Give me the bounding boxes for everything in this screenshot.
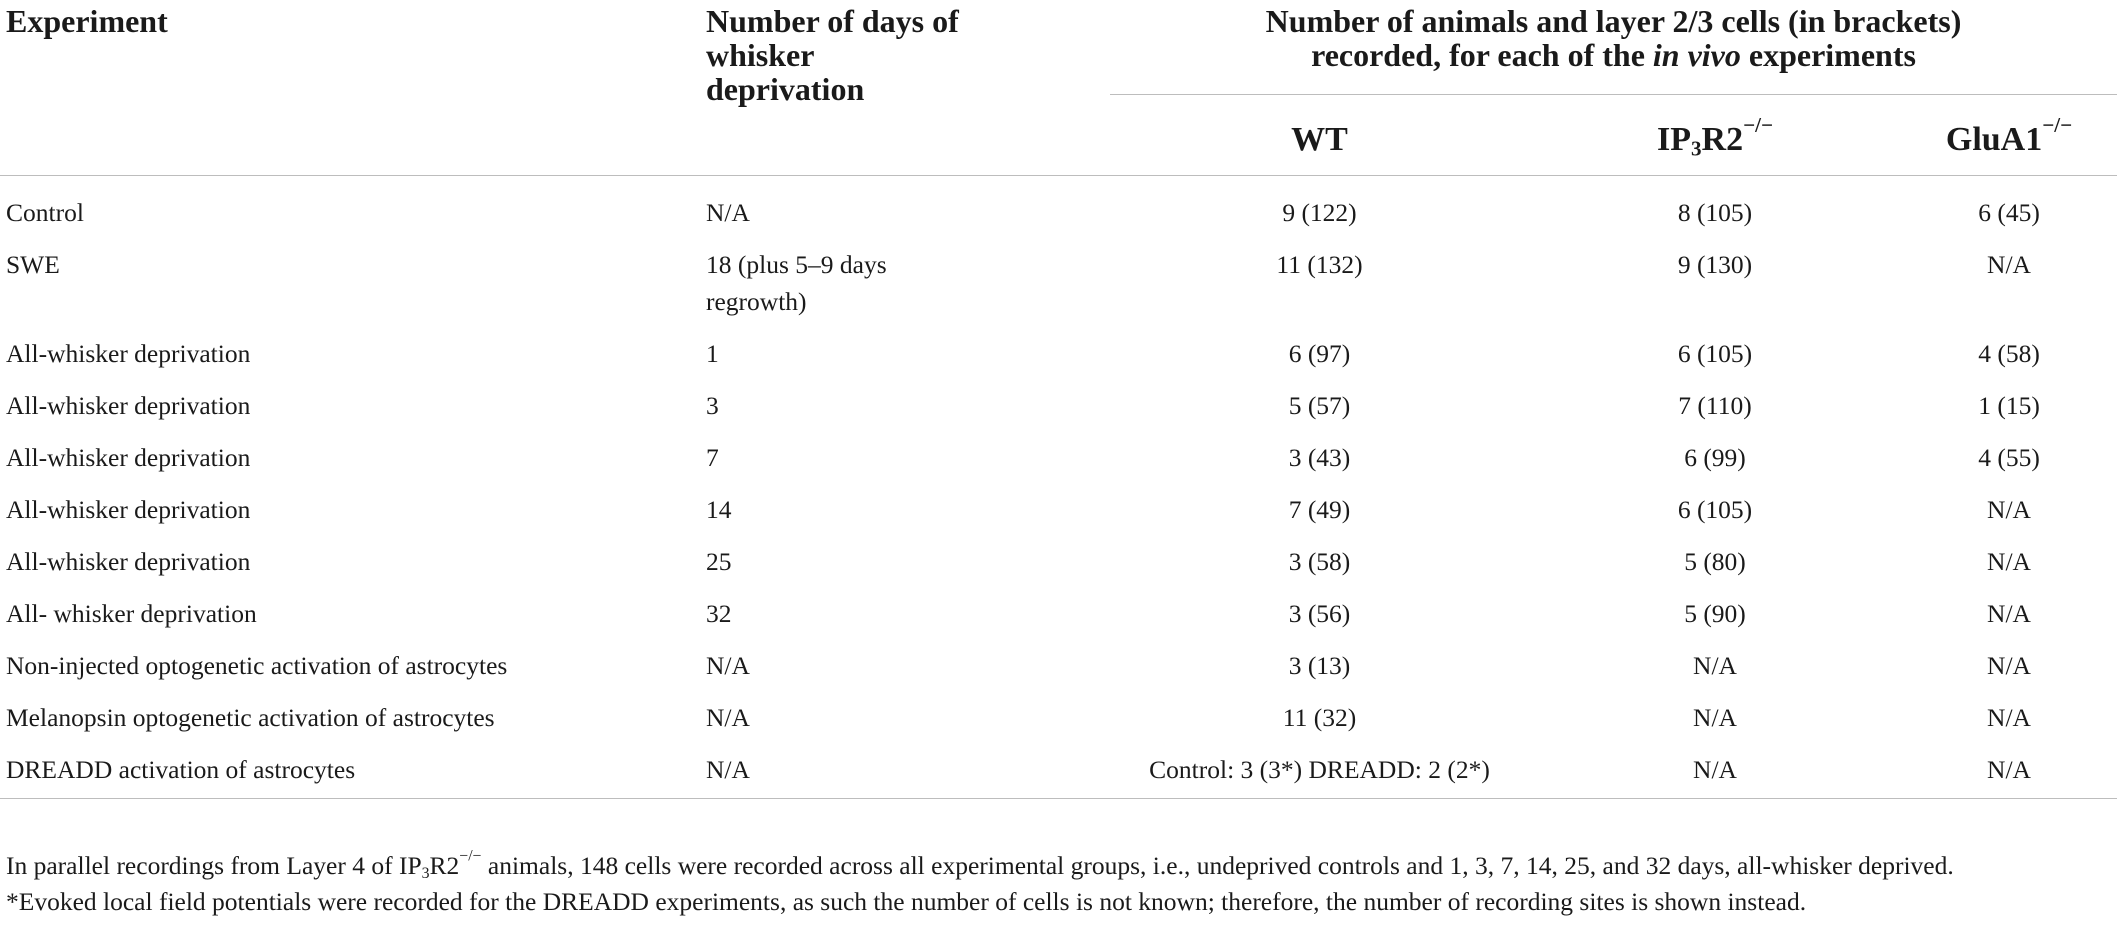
cell-glua1: N/A [1901,736,2117,799]
header-experiment: Experiment [6,3,168,39]
cell-days: 3 [706,391,719,420]
cell-glua1: N/A [1987,703,2031,732]
cell-ip3r2: 5 (80) [1684,547,1746,576]
cell-ip3r2: 7 (110) [1678,391,1752,420]
footnote-dreadd: *Evoked local field potentials were recorded for the DREADD experiments, as such the number of cells is not known; therefore, the number of recording sites is shown instead. [6,887,1807,916]
cell-experiment: All-whisker deprivation [6,443,251,472]
cell-days: 32 [706,599,732,628]
cell-glua1: N/A [1987,250,2031,279]
cell-wt: 7 (49) [1288,495,1351,524]
header-days-line2: whisker [706,37,815,73]
table-row [0,424,2117,476]
header-row-top [0,0,2117,95]
header-glua1: GluA1−/− [1945,113,2073,158]
header-group [1110,0,2117,95]
cell-ip3r2: 9 (130) [1677,250,1753,279]
cell-glua1: 1 (15) [1978,391,2040,420]
cell-ip3r2: 6 (105) [1677,339,1753,368]
header-ip3r2: $IP_3R2^{-/-}$ [1657,113,1773,161]
cell-glua1: 4 (58) [1978,339,2040,368]
header-days-line3: deprivation [706,71,865,107]
cell-days: 18 (plus 5–9 days regrowth) [706,250,887,316]
cell-glua1: N/A [1987,495,2031,524]
cell-days: N/A [706,198,750,227]
cell-wt: 3 (13) [1288,651,1351,680]
cell-ip3r2: 6 (99) [1684,443,1746,472]
table-row [0,736,2117,799]
cell-days: 7 [706,443,719,472]
cell-experiment: Non-injected optogenetic activation of astrocytes [6,651,508,680]
cell-glua1: 4 (55) [1978,443,2040,472]
cell-days: N/A [706,703,750,732]
cell-experiment: All-whisker deprivation [6,339,251,368]
cell-ip3r2: N/A [1693,651,1737,680]
cell-glua1: 6 (45) [1978,198,2040,227]
cell-days: N/A [706,651,750,680]
cell-wt: 5 (57) [1288,391,1351,420]
cell-ip3r2: 6 (105) [1677,495,1753,524]
header-group-line1: Number of animals and layer 2/3 cells (in brackets) [1265,3,1962,39]
cell-days: 1 [706,339,719,368]
cell-wt: 3 (58) [1288,547,1351,576]
header-group-line2-before: recorded, for each of the [1311,37,1653,73]
table-row [0,372,2117,424]
cell-glua1: N/A [1987,599,2031,628]
cell-days: 25 [706,547,732,576]
table-footnotes [6,848,2111,920]
header-group-line2-after: experiments [1740,37,1916,73]
cell-experiment: Control [6,198,84,227]
table-row [0,320,2117,372]
cell-glua1: N/A [1987,651,2031,680]
cell-experiment: DREADD activation of astrocytes [0,736,706,799]
cell-wt: 9 (122) [1282,198,1357,227]
cell-experiment: Melanopsin optogenetic activation of astrocytes [6,703,495,732]
table-row [0,632,2117,684]
header-days-line1: Number of days of [706,3,959,39]
cell-wt: Control: 3 (3*) DREADD: 2 (2*) [1110,736,1529,799]
table-row [0,580,2117,632]
header-wt: WT [1291,121,1348,158]
header-days [706,0,1110,175]
cell-experiment: All- whisker deprivation [6,599,257,628]
cell-ip3r2: N/A [1693,703,1737,732]
table-row [0,231,2117,320]
cell-ip3r2: N/A [1529,736,1901,799]
cell-experiment: All-whisker deprivation [6,495,251,524]
cell-days: N/A [706,736,1110,799]
cell-wt: 6 (97) [1288,339,1351,368]
cell-wt: 3 (56) [1288,599,1351,628]
cell-glua1: N/A [1987,547,2031,576]
cell-wt: 11 (32) [1282,703,1357,732]
cell-ip3r2: 5 (90) [1684,599,1746,628]
cell-experiment: SWE [6,250,60,279]
cell-experiment: All-whisker deprivation [6,547,251,576]
cell-wt: 11 (132) [1276,250,1363,279]
table-row [0,476,2117,528]
cell-ip3r2: 8 (105) [1677,198,1753,227]
table-row [0,176,2117,232]
cell-days: 14 [706,495,732,524]
table-row [0,684,2117,736]
header-group-in-vivo: in vivo [1652,37,1741,73]
footnote-layer4: In parallel recordings from Layer 4 of $IP_3R2^{-/-}$ animals, 148 cells were recorded across all experimental groups, i.e., undeprived controls and 1, 3, 7, 14, 25, and 32 days, all-whisker deprived. [6,847,1954,882]
cell-experiment: All-whisker deprivation [6,391,251,420]
cell-wt: 3 (43) [1288,443,1351,472]
table-row [0,528,2117,580]
